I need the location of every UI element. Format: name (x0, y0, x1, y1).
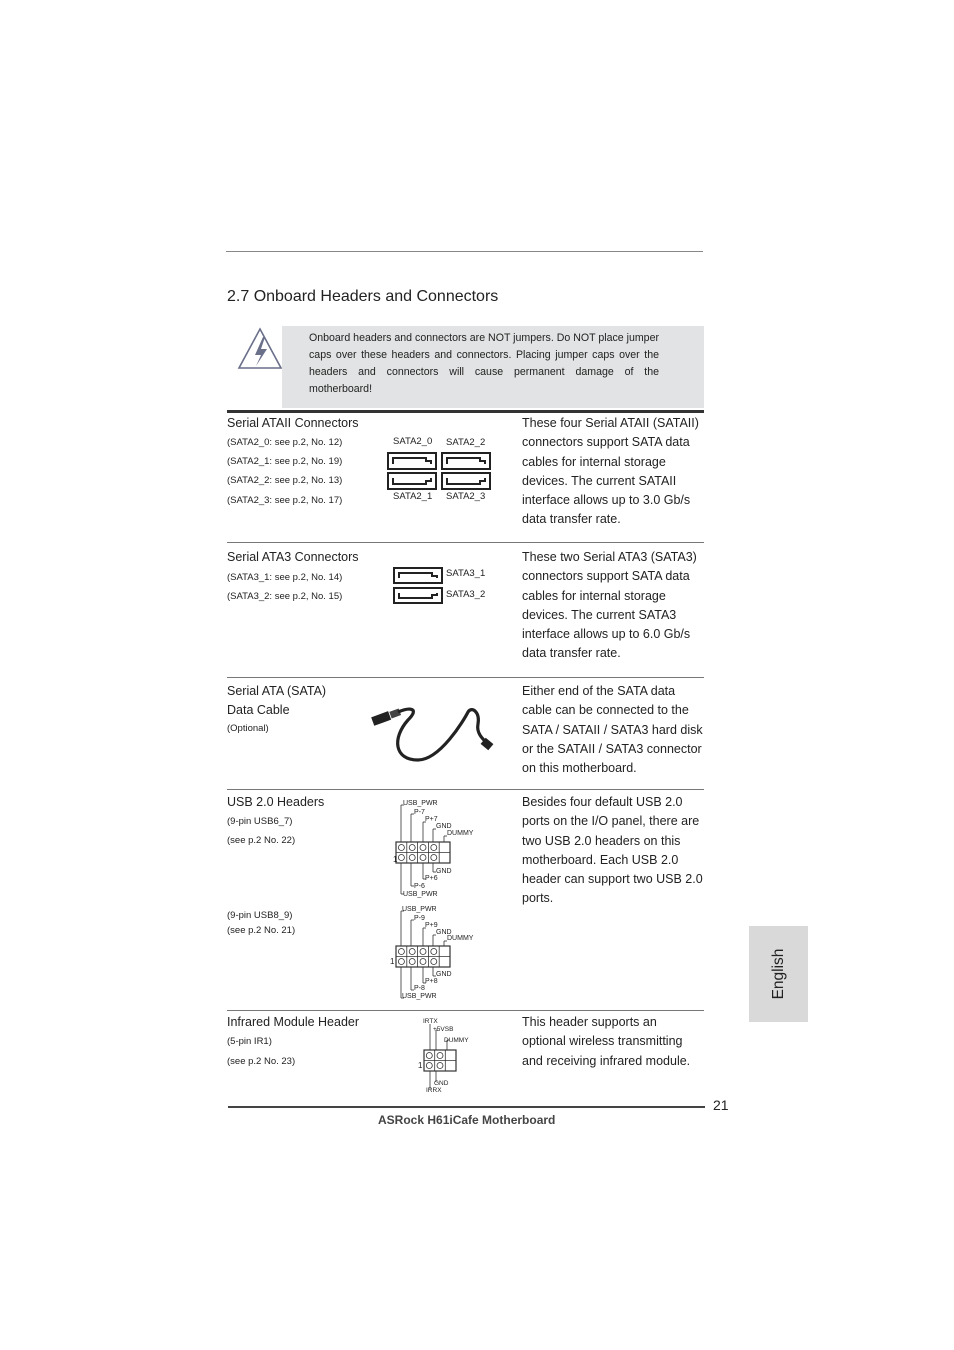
ir-heading: Infrared Module Header (227, 1015, 360, 1029)
usb8-9-top-label-0: USB_PWR (402, 906, 437, 913)
footer-text: ASRock H61iCafe Motherboard (378, 1113, 556, 1127)
sata2-label-1: SATA2_1 (393, 491, 433, 502)
ir-top-label-2: DUMMY (444, 1037, 469, 1044)
usb-note-usb6-7-ref: (see p.2 No. 22) (227, 835, 296, 846)
top-rule (226, 251, 703, 252)
usb6-7-bottom-label-3: USB_PWR (403, 891, 438, 898)
usb6-7-bottom-label-1: P+6 (425, 875, 438, 882)
usb6-7-top-label-0: USB_PWR (403, 800, 438, 807)
usb-heading: USB 2.0 Headers (227, 795, 325, 809)
usb8-9-bottom-label-0: GND (436, 971, 452, 978)
sata2-label-3: SATA2_3 (446, 491, 486, 502)
sata2-3-connector (442, 473, 490, 489)
separator-2 (227, 677, 704, 678)
sata3-note-0: (SATA3_1: see p.2, No. 14) (227, 572, 343, 583)
warning-text: Onboard headers and connectors are NOT jumpers. Do NOT place jumper caps over these headers and connectors. Placing jumper caps over the headers and connectors will cause permanent damage of the motherboard! (309, 332, 659, 395)
language-tab-label: English (769, 948, 787, 1000)
usb8-9-bottom-label-2: P-8 (414, 985, 425, 992)
sata3-label-2: SATA3_2 (446, 589, 486, 600)
sata2-note-3: (SATA2_3: see p.2, No. 17) (227, 495, 343, 506)
usb6-7-pin1-label: 1 (393, 855, 398, 864)
sata3-connector-diagram (392, 566, 444, 606)
cable-description: Either end of the SATA data cable can be connected to the SATA / SATAII / SATA3 hard disk or the SATAII / SATA3 connector on this motherboard. (522, 684, 703, 776)
separator-1 (227, 542, 704, 543)
usb-note-usb8-9: (9-pin USB8_9) (227, 910, 293, 921)
usb-note-usb8-9-ref: (see p.2 No. 21) (227, 925, 296, 936)
usb6-7-bottom-label-0: GND (436, 868, 452, 875)
usb8-9-top-label-4: DUMMY (447, 935, 474, 942)
separator-3 (227, 789, 704, 790)
sata3-heading: Serial ATA3 Connectors (227, 550, 359, 564)
sata2-1-connector (388, 473, 436, 489)
sata2-note-0: (SATA2_0: see p.2, No. 12) (227, 437, 343, 448)
usb6-7-top-label-3: GND (436, 823, 452, 830)
sata2-note-1: (SATA2_1: see p.2, No. 19) (227, 456, 343, 467)
sata2-note-2: (SATA2_2: see p.2, No. 13) (227, 475, 343, 486)
language-tab (749, 926, 808, 1022)
sata3-2-connector (394, 588, 442, 603)
usb8-9-bottom-label-3: USB_PWR (402, 993, 437, 1000)
sata2-2-connector (442, 453, 490, 469)
page-number: 21 (713, 1097, 729, 1113)
section-title: 2.7 Onboard Headers and Connectors (227, 288, 499, 305)
sata3-note-1: (SATA3_2: see p.2, No. 15) (227, 591, 343, 602)
usb8-9-pin1-label: 1 (390, 957, 395, 966)
cable-heading-line1: Serial ATA (SATA) (227, 684, 327, 698)
usb8-9-pin-diagram (390, 904, 470, 1004)
usb6-7-pin-diagram (390, 798, 470, 898)
usb6-7-top-label-2: P+7 (425, 816, 438, 823)
usb8-9-bottom-label-1: P+8 (425, 978, 438, 985)
sata2-label-2: SATA2_2 (446, 437, 486, 448)
usb-note-usb6-7: (9-pin USB6_7) (227, 816, 293, 827)
sata-cable-image (368, 700, 498, 780)
sata2-description: These four Serial ATAII (SATAII) connectors support SATA data cables for internal storage devices. The current SATAII interface allows up to 3.0 Gb/s data transfer rate. (522, 416, 699, 527)
sata3-description: These two Serial ATA3 (SATA3) connectors support SATA data cables for internal storage devices. The current SATA3 interface allows up to 6.0 Gb/s data transfer rate. (522, 550, 697, 661)
ir-pin1-label: 1 (418, 1061, 423, 1070)
ir-bottom-label-1: IRRX (426, 1087, 442, 1094)
cable-note: (Optional) (227, 723, 269, 734)
sata2-0-connector (388, 453, 436, 469)
sata2-heading: Serial ATAII Connectors (227, 416, 359, 430)
usb8-9-top-label-3: GND (436, 929, 452, 936)
ir-top-label-1: +5VSB (433, 1026, 454, 1033)
usb6-7-top-label-1: P-7 (414, 809, 425, 816)
usb-description: Besides four default USB 2.0 ports on the I/O panel, there are two USB 2.0 headers on this motherboard. Each USB 2.0 header can support two USB 2.0 ports. (522, 795, 703, 906)
sata3-1-connector (394, 568, 442, 583)
usb6-7-top-label-4: DUMMY (447, 830, 474, 837)
warning-triangle-icon (236, 326, 284, 374)
sata3-label-1: SATA3_1 (446, 568, 486, 579)
usb8-9-top-label-1: P-9 (414, 915, 425, 922)
sata2-connector-diagram (386, 451, 496, 491)
ir-bottom-label-0: GND (434, 1080, 449, 1087)
footer-rule (228, 1106, 705, 1108)
ir-top-label-0: IRTX (423, 1018, 438, 1025)
usb8-9-top-label-2: P+9 (425, 922, 438, 929)
cable-heading-line2: Data Cable (227, 703, 290, 717)
sata2-label-0: SATA2_0 (393, 436, 433, 447)
separator-4 (227, 1010, 704, 1011)
usb6-7-bottom-label-2: P-6 (414, 883, 425, 890)
ir-note-pins: (5-pin IR1) (227, 1036, 272, 1047)
warning-bottom-rule (227, 410, 704, 413)
ir-description: This header supports an optional wireless transmitting and receiving infrared module. (522, 1015, 691, 1068)
ir-note-ref: (see p.2 No. 23) (227, 1056, 296, 1067)
